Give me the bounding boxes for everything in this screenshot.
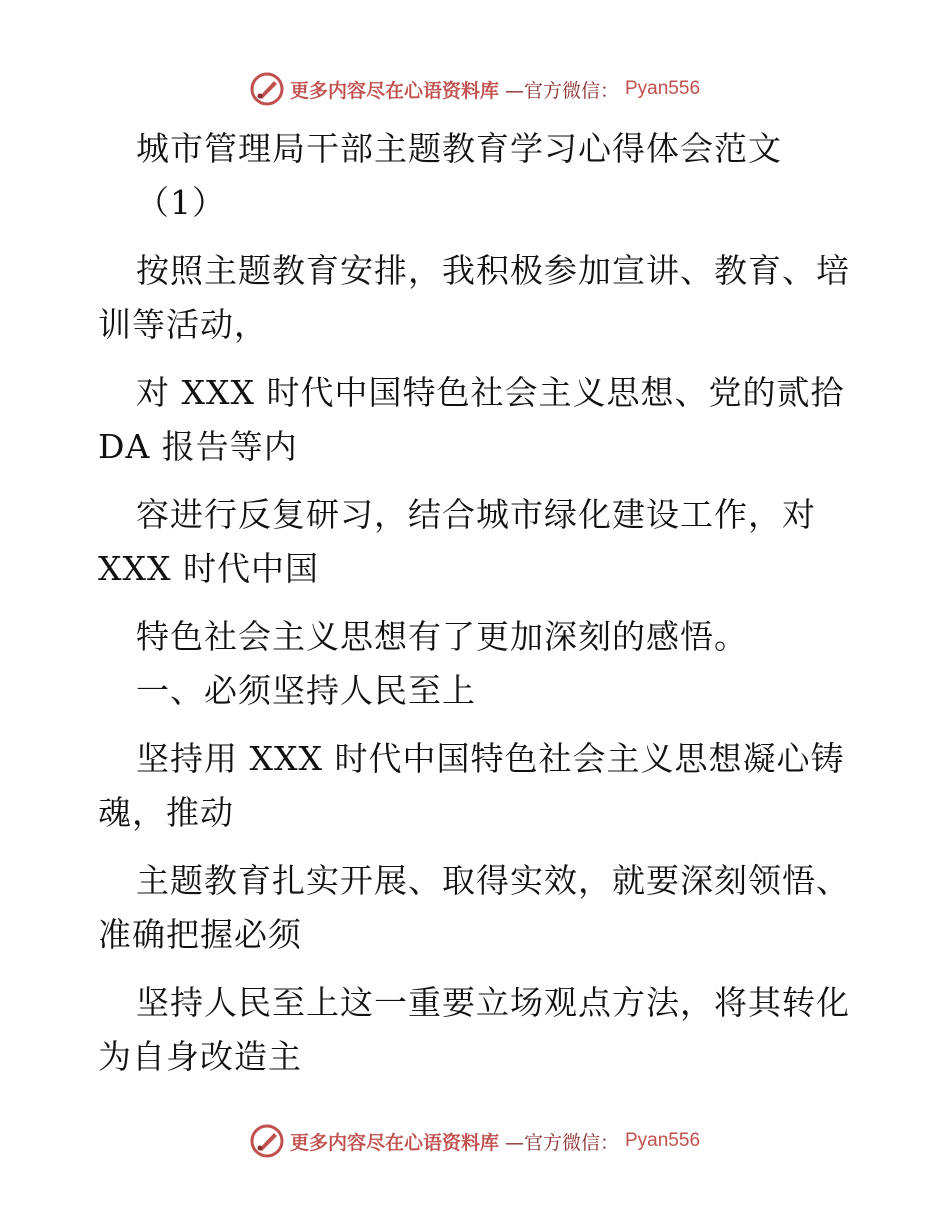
- header-watermark: [0, 72, 950, 106]
- paragraph-line: 特色社会主义思想有了更加深刻的感悟。: [136, 617, 748, 656]
- paragraph-line: DA 报告等内: [98, 427, 298, 466]
- paragraph-line: 容进行反复研习，结合城市绿化建设工作，对: [136, 495, 816, 534]
- paragraph-line: 按照主题教育安排，我积极参加宣讲、教育、培: [136, 251, 850, 290]
- document-title-number: （1）: [136, 183, 226, 222]
- paragraph-line: 坚持人民至上这一重要立场观点方法，将其转化: [136, 983, 850, 1022]
- paragraph-line: 准确把握必须: [98, 915, 302, 954]
- paragraph-line: 主题教育扎实开展、取得实效，就要深刻领悟、: [136, 861, 850, 900]
- watermark-id: Pyan556: [625, 1130, 701, 1151]
- document-body: [98, 122, 868, 1084]
- quill-logo-icon: [250, 72, 284, 106]
- paragraph-line: 魂，推动: [98, 793, 234, 832]
- watermark-main-text: 更多内容尽在心语资料库: [289, 79, 499, 102]
- watermark-id: Pyan556: [625, 78, 701, 99]
- watermark-side-text: —官方微信：: [504, 79, 619, 102]
- paragraph-line: 对 XXX 时代中国特色社会主义思想、党的贰拾: [136, 373, 845, 412]
- paragraph-line: 坚持用 XXX 时代中国特色社会主义思想凝心铸: [136, 739, 845, 778]
- quill-logo-icon: [250, 1124, 284, 1158]
- document-title: 城市管理局干部主题教育学习心得体会范文: [136, 129, 782, 168]
- watermark-main-text: 更多内容尽在心语资料库: [289, 1131, 499, 1154]
- footer-watermark: [0, 1124, 950, 1158]
- watermark-side-text: —官方微信：: [504, 1131, 619, 1154]
- paragraph-line: XXX 时代中国: [98, 549, 319, 588]
- paragraph-line: 训等活动，: [98, 305, 268, 344]
- section-heading: 一、必须坚持人民至上: [136, 671, 476, 710]
- paragraph-line: 为自身改造主: [98, 1037, 302, 1076]
